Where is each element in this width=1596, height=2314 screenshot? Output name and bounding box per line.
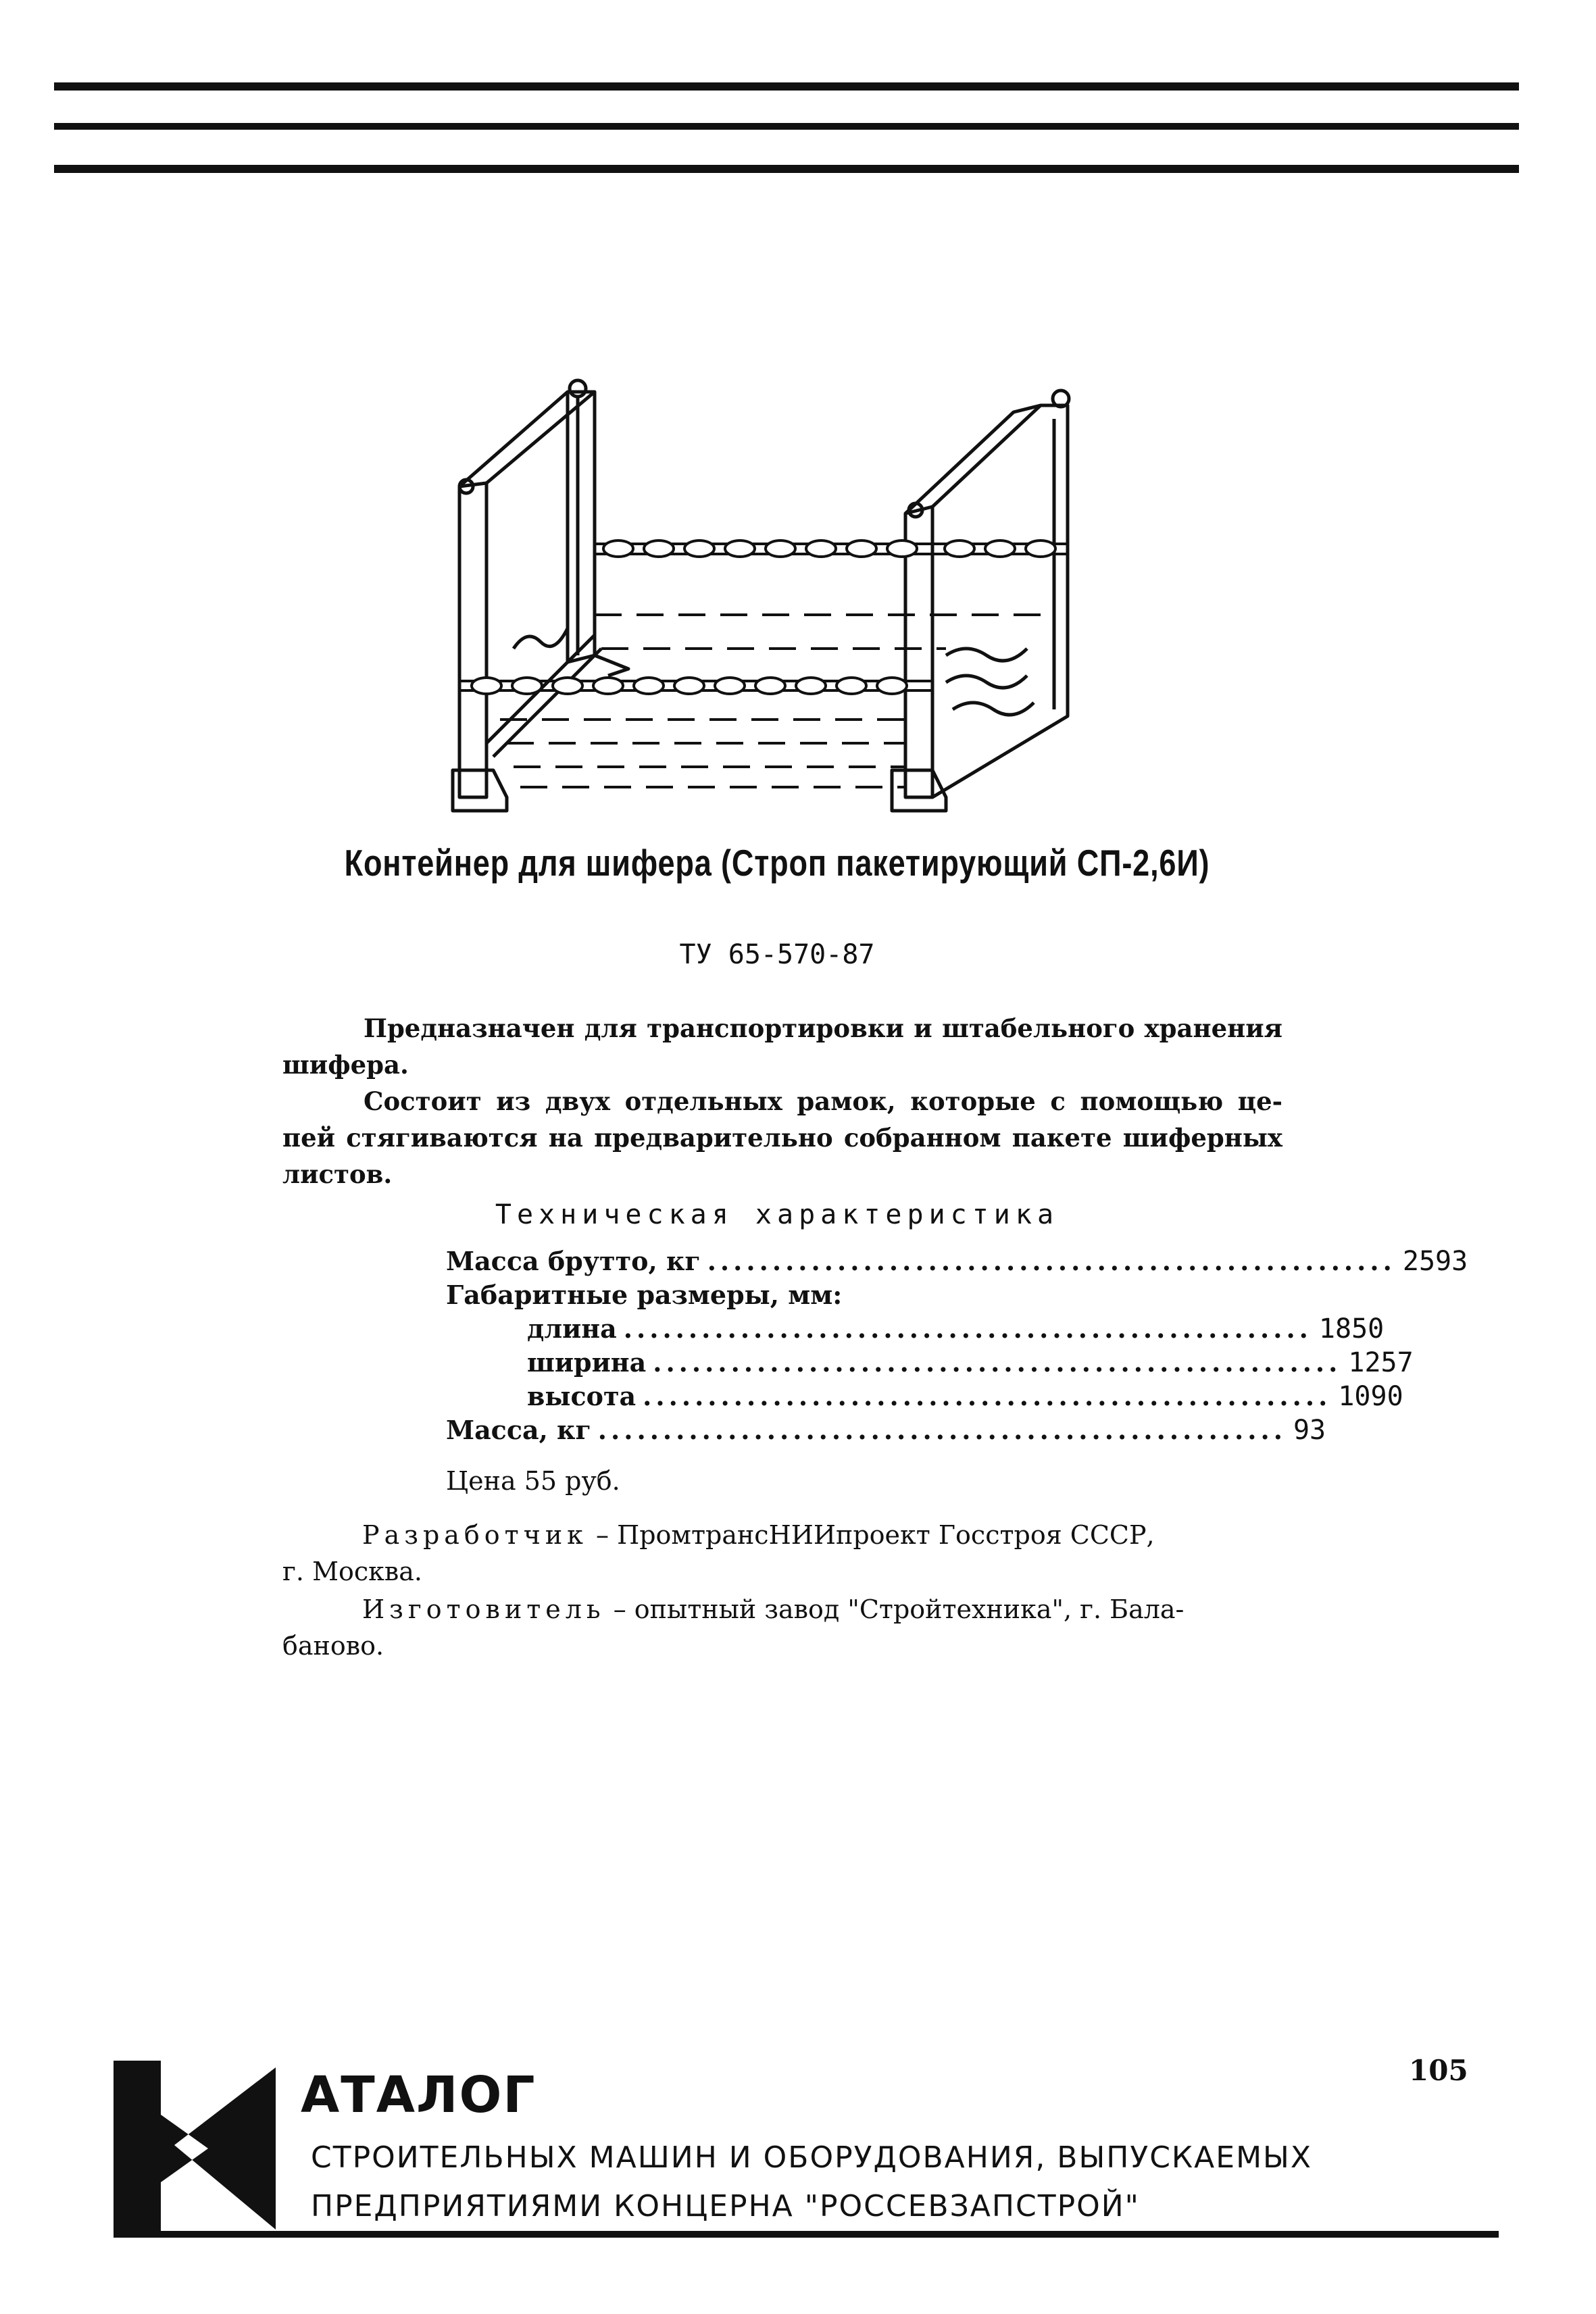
catalog-k-logo — [114, 2061, 276, 2236]
spec-value: 93 — [1293, 1415, 1326, 1446]
developer-label: Разработчик — [362, 1520, 588, 1550]
catalog-subtitle-line-1: СТРОИТЕЛЬНЫХ МАШИН И ОБОРУДОВАНИЯ, ВЫПУСКАЕМЫХ — [311, 2140, 1312, 2175]
leader-dots: ..................................................... — [597, 1415, 1287, 1445]
standard-number: ТУ 65-570-87 — [679, 939, 875, 970]
footer-rule — [114, 2231, 1499, 2238]
price: Цена 55 руб. — [446, 1466, 620, 1496]
description-text-2: Состоит из двух отдельных рамок, которые с помощью це- пей стягиваются на предварительно собранном пакете шиферных листов. — [282, 1086, 1282, 1189]
spec-label: Габаритные размеры, мм: — [446, 1280, 843, 1310]
developer-city: г. Москва. — [282, 1557, 423, 1586]
specs-heading: Техническая характеристика — [495, 1199, 1059, 1230]
spec-row-width — [446, 1346, 1414, 1380]
spec-label: длина — [527, 1313, 617, 1344]
spec-label: высота — [527, 1381, 637, 1411]
manufacturer-credit — [282, 1591, 1282, 1664]
figure-caption: Контейнер для шифера (Строп пакетирующий СП-2,6И) — [344, 842, 1210, 884]
description-paragraph-2 — [282, 1083, 1282, 1192]
spec-row-gross-mass — [446, 1244, 1468, 1278]
spec-label: Масса брутто, кг — [446, 1246, 701, 1276]
developer-text: – ПромтрансНИИпроект Госстроя СССР, — [587, 1520, 1155, 1550]
specs-table — [446, 1244, 1468, 1447]
spec-value: 2593 — [1402, 1246, 1468, 1277]
leader-dots: ..................................................... — [653, 1347, 1342, 1378]
spec-label: ширина — [527, 1347, 647, 1378]
spec-row-length — [446, 1312, 1385, 1346]
top-rule-3 — [54, 165, 1519, 173]
description-paragraph-1 — [282, 1010, 1282, 1083]
manufacturer-city: баново. — [282, 1631, 384, 1661]
top-rule-1 — [54, 82, 1519, 91]
spec-value: 1850 — [1318, 1313, 1385, 1344]
manufacturer-text: – опытный завод "Стройтехника", г. Бала- — [605, 1594, 1184, 1624]
spec-value: 1257 — [1348, 1347, 1414, 1378]
description-text-1: Предназначен для транспортировки и штабельного хранения шифера. — [282, 1013, 1282, 1080]
manufacturer-label: Изготовитель — [362, 1594, 605, 1624]
leader-dots: ..................................................... — [643, 1381, 1332, 1411]
top-rule-2 — [54, 123, 1519, 130]
spec-row-height — [446, 1380, 1403, 1413]
container-illustration — [432, 365, 1122, 824]
catalog-subtitle-line-2: ПРЕДПРИЯТИЯМИ КОНЦЕРНА "РОССЕВЗАПСТРОЙ" — [311, 2189, 1140, 2223]
page-number: 105 — [1409, 2054, 1468, 2087]
spec-value: 1090 — [1338, 1381, 1403, 1412]
spec-row-mass — [446, 1413, 1326, 1447]
spec-label: Масса, кг — [446, 1415, 591, 1445]
leader-dots: ..................................................... — [707, 1246, 1396, 1276]
leader-dots: ..................................................... — [623, 1313, 1312, 1344]
catalog-title: АТАЛОГ — [301, 2066, 537, 2124]
developer-credit — [282, 1517, 1282, 1590]
spec-row-dimensions — [446, 1278, 1162, 1312]
